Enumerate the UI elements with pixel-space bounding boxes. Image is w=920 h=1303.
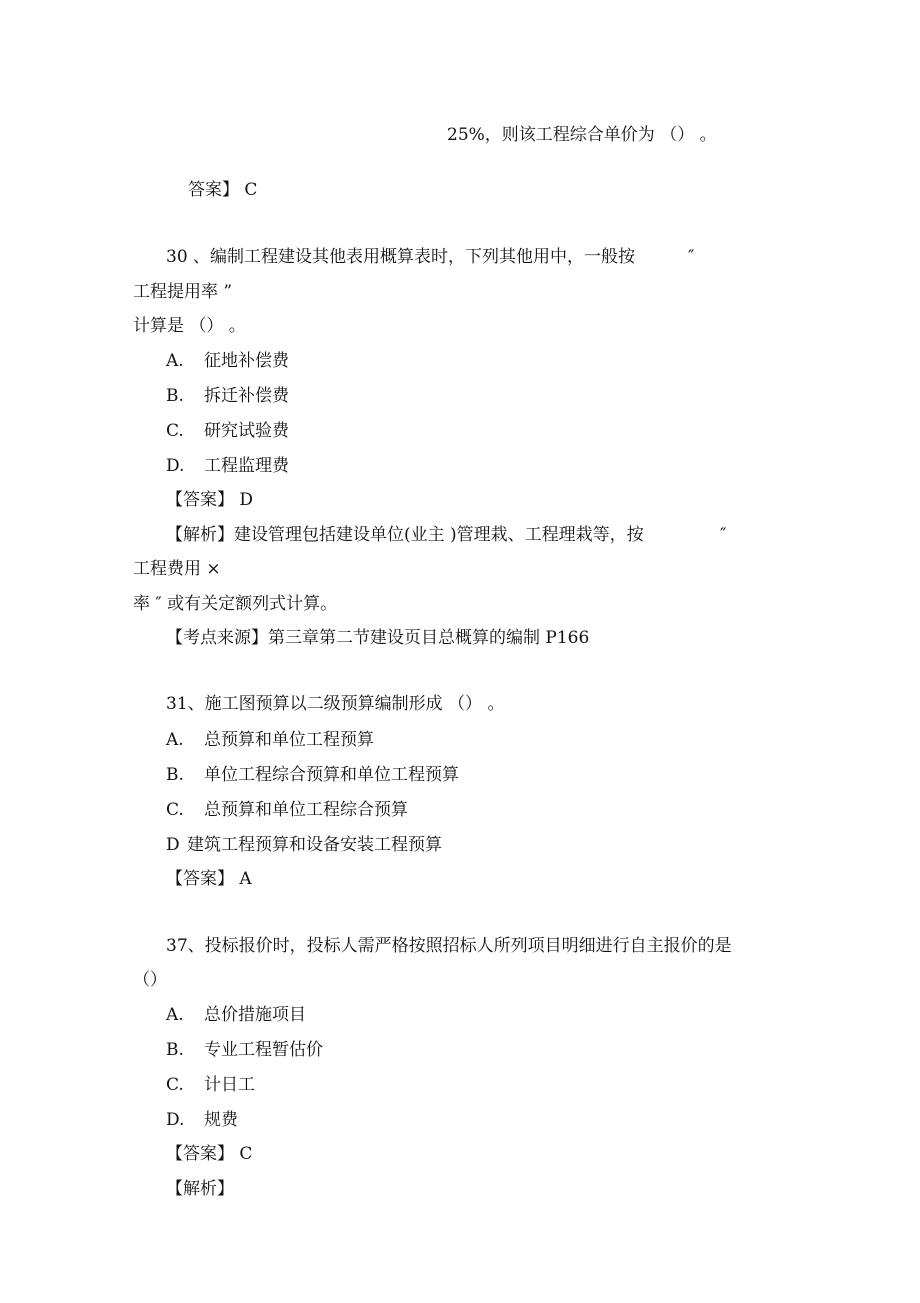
- option-key: C.: [166, 800, 184, 820]
- question-37-answer: 【答案】 C: [166, 1144, 253, 1164]
- quote-mark: ″: [720, 525, 727, 545]
- question-31-stem: 31、施工图预算以二级预算编制形成 （） 。: [166, 694, 505, 714]
- quote-mark: ″: [688, 247, 695, 267]
- option-text: 总价措施项目: [204, 1005, 306, 1025]
- option-text: 工程监理费: [204, 456, 289, 476]
- question-30-analysis-3: 率 ″ 或有关定额列式计算。: [133, 594, 338, 614]
- question-30-stem-2: 工程提用率 ”: [133, 282, 233, 302]
- question-30-answer: 【答案】 D: [166, 490, 254, 510]
- option-text: 专业工程暂估价: [204, 1040, 323, 1060]
- question-30-stem: 30 、编制工程建设其他表用概算表时，下列其他用中，一般按: [166, 247, 636, 267]
- option-key: D: [166, 835, 180, 855]
- option-text: 总预算和单位工程预算: [204, 730, 374, 750]
- question-31-answer: 【答案】 A: [166, 869, 252, 889]
- question-37-stem: 37、投标报价时，投标人需严格按照招标人所列项目明细进行自主报价的是: [166, 936, 732, 956]
- option-key: D.: [166, 456, 185, 476]
- question-37-stem-2: （）: [133, 970, 167, 990]
- option-text: 征地补偿费: [204, 351, 289, 371]
- question-37-analysis: 【解析】: [166, 1179, 234, 1199]
- option-key: C.: [166, 1075, 184, 1095]
- option-key: D.: [166, 1110, 185, 1130]
- option-text: 拆迁补偿费: [204, 386, 289, 406]
- option-text: 总预算和单位工程综合预算: [204, 800, 408, 820]
- question-30-source: 【考点来源】第三章第二节建设页目总概算的编制 P166: [166, 628, 590, 648]
- option-key: B.: [166, 1040, 184, 1060]
- option-key: A.: [166, 730, 184, 750]
- option-text: 研究试验费: [204, 421, 289, 441]
- question-29-answer: 答案】 C: [188, 180, 258, 200]
- question-30-stem-3: 计算是 （） 。: [133, 316, 246, 336]
- option-key: B.: [166, 386, 184, 406]
- option-text: 规费: [204, 1110, 238, 1130]
- option-text: 计日工: [204, 1075, 255, 1095]
- option-key: A.: [166, 351, 184, 371]
- question-30-analysis-2: 工程费用 ×: [133, 559, 221, 579]
- option-text: 单位工程综合预算和单位工程预算: [204, 765, 459, 785]
- option-text: 建筑工程预算和设备安装工程预算: [187, 835, 442, 855]
- question-29-tail: 25%，则该工程综合单价为 （） 。: [447, 125, 717, 145]
- option-key: C.: [166, 421, 184, 441]
- option-key: B.: [166, 765, 184, 785]
- option-key: A.: [166, 1005, 184, 1025]
- question-30-analysis: 【解析】建设管理包括建设单位(业主 )管理栽、工程理栽等，按: [166, 525, 644, 545]
